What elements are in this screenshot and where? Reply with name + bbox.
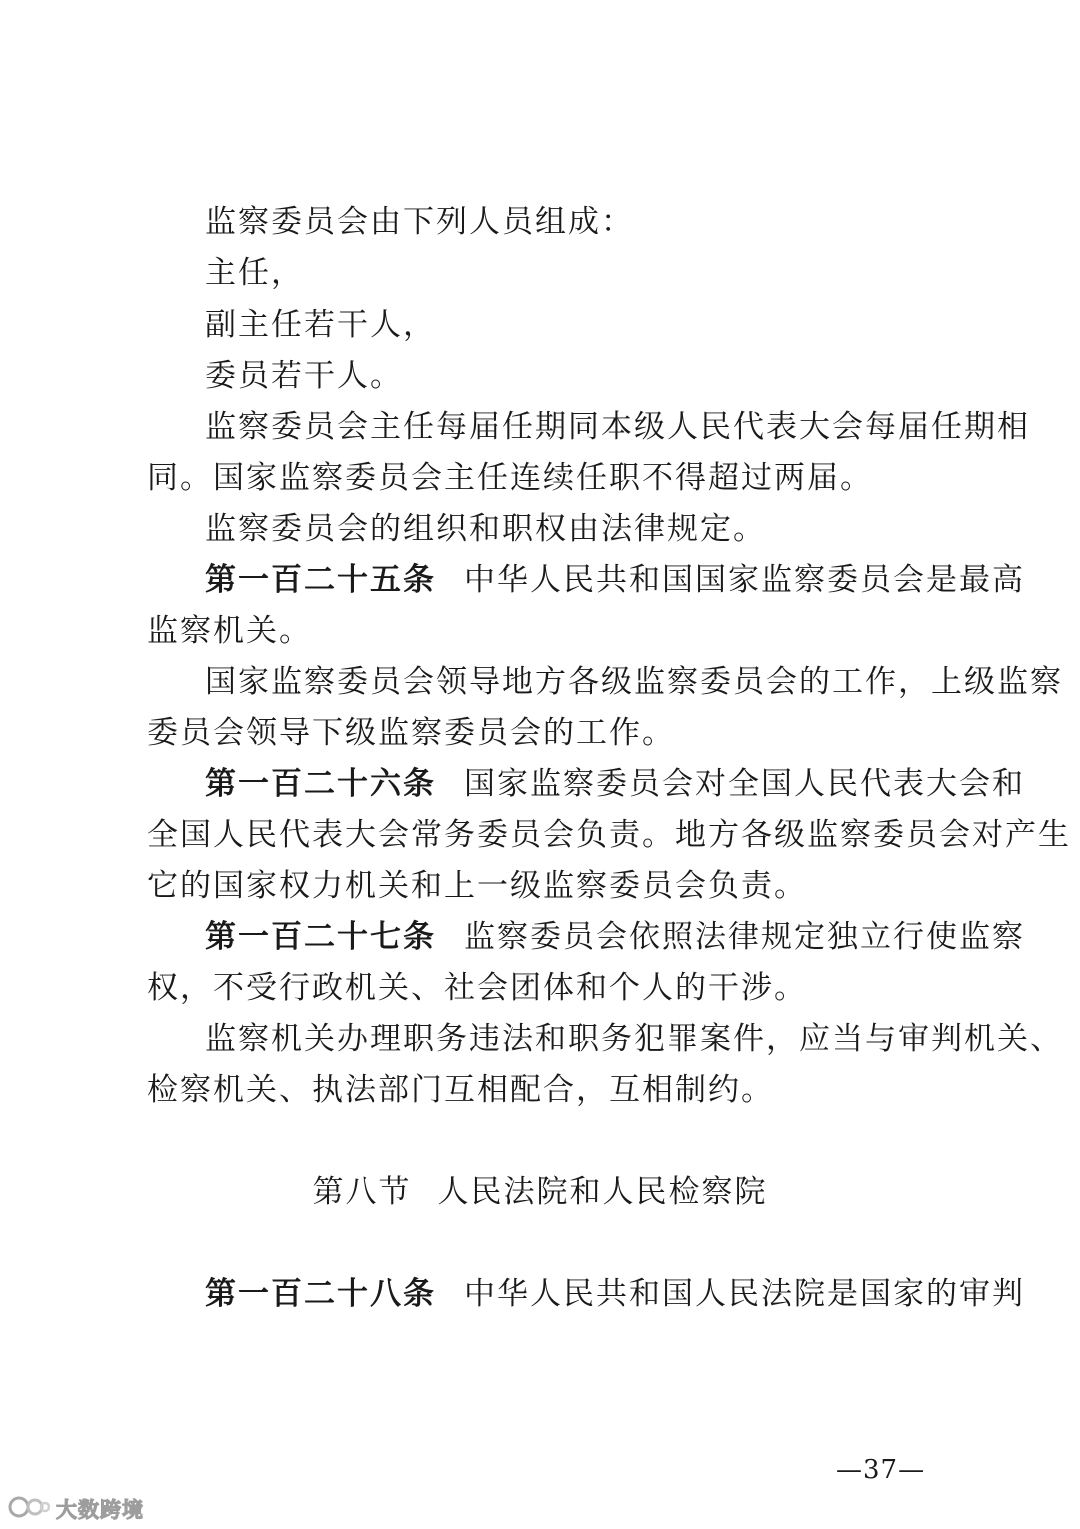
paragraph-line: 国家监察委员会领导地方各级监察委员会的工作，上级监察: [205, 664, 1063, 700]
article-title: 第一百二十七条: [205, 919, 436, 955]
paragraph-line: 检察机关、执法部门互相配合，互相制约。: [147, 1072, 774, 1108]
paragraph-line: 委员会领导下级监察委员会的工作。: [147, 715, 675, 751]
article-text: 中华人民共和国国家监察委员会是最高: [464, 562, 1025, 598]
paragraph-line: 监察机关办理职务违法和职务犯罪案件，应当与审判机关、: [205, 1021, 1063, 1057]
article-text: 中华人民共和国人民法院是国家的审判: [464, 1276, 1025, 1312]
paragraph-line: 它的国家权力机关和上一级监察委员会负责。: [147, 868, 807, 904]
paragraph-line: 副主任若干人，: [205, 307, 436, 343]
paragraph-line: 同。国家监察委员会主任连续任职不得超过两届。: [147, 460, 873, 496]
article-text: 国家监察委员会对全国人民代表大会和: [464, 766, 1025, 802]
paragraph-line: 主任，: [205, 255, 304, 291]
watermark: [8, 1494, 144, 1524]
article-128: [205, 1274, 1025, 1314]
article-title: 第一百二十六条: [205, 766, 436, 802]
article-title: 第一百二十五条: [205, 562, 436, 598]
article-126: [205, 764, 1025, 804]
article-127: [205, 917, 1025, 957]
article-125: [205, 560, 1025, 600]
paragraph-line: 全国人民代表大会常务委员会负责。地方各级监察委员会对产生: [147, 817, 1071, 853]
page-number: —37—: [836, 1455, 926, 1485]
paragraph-line: 监察委员会的组织和职权由法律规定。: [205, 511, 766, 547]
paragraph-line: 权，不受行政机关、社会团体和个人的干涉。: [147, 970, 807, 1006]
paragraph-line: 监察机关。: [147, 613, 312, 649]
section-title: 人民法院和人民检察院: [437, 1174, 768, 1210]
watermark-logo-icon: [8, 1494, 50, 1524]
watermark-text: 大数跨境: [56, 1498, 144, 1522]
section-number: 第八节: [312, 1174, 412, 1210]
article-text: 监察委员会依照法律规定独立行使监察: [464, 919, 1025, 955]
paragraph-line: 监察委员会主任每届任期同本级人民代表大会每届任期相: [205, 409, 1030, 445]
paragraph-line: 监察委员会由下列人员组成：: [205, 204, 634, 240]
paragraph-line: 委员若干人。: [205, 358, 403, 394]
article-title: 第一百二十八条: [205, 1276, 436, 1312]
section-heading: [0, 1172, 1080, 1212]
